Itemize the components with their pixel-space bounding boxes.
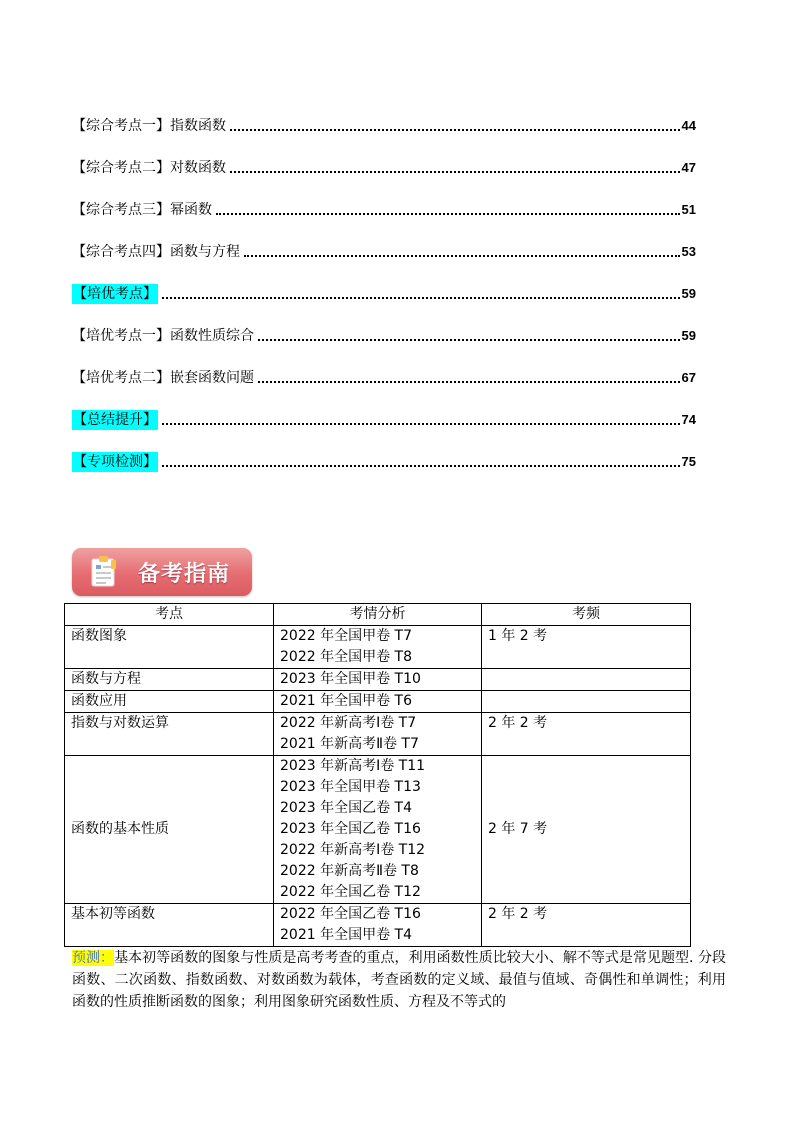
exam-source: 2022 年新高考Ⅱ卷 T8: [280, 863, 419, 879]
toc-entry[interactable]: [72, 284, 696, 304]
toc-dot-leader: [216, 213, 680, 215]
frequency-cell: [482, 691, 691, 713]
topic-cell: 函数应用: [65, 691, 274, 713]
toc-entry[interactable]: [72, 368, 696, 388]
analysis-cell: [274, 713, 482, 756]
toc-entry-page: 59: [681, 328, 696, 343]
frequency-cell: 2 年 7 考: [482, 756, 691, 904]
toc-entry-page: 75: [681, 454, 696, 469]
analysis-cell: [274, 904, 482, 947]
table-header-row: [65, 604, 691, 626]
exam-source: 2022 年新高考Ⅰ卷 T7: [280, 715, 417, 731]
frequency-cell: 2 年 2 考: [482, 904, 691, 947]
toc-entry[interactable]: [72, 452, 696, 472]
toc-entry-page: 44: [681, 118, 696, 133]
toc-entry[interactable]: [72, 326, 696, 346]
topic-cell: 函数与方程: [65, 669, 274, 691]
exam-source: 2023 年全国甲卷 T10: [280, 671, 421, 687]
toc-dot-leader: [258, 381, 680, 383]
topic-cell: 函数的基本性质: [65, 756, 274, 904]
topic-cell: 基本初等函数: [65, 904, 274, 947]
analysis-cell: [274, 756, 482, 904]
toc-entry-title: 【综合考点一】指数函数: [72, 118, 226, 134]
toc-dot-leader: [162, 423, 680, 425]
exam-source: 2023 年全国甲卷 T13: [280, 779, 421, 795]
analysis-cell: [274, 626, 482, 669]
table-row: [65, 904, 691, 947]
exam-source: 2023 年新高考Ⅰ卷 T11: [280, 758, 426, 774]
exam-source: 2021 年全国甲卷 T6: [280, 693, 412, 709]
table-row: [65, 669, 691, 691]
toc-entry[interactable]: [72, 410, 696, 430]
exam-source: 2022 年新高考Ⅰ卷 T12: [280, 842, 426, 858]
toc-entry-title: 【总结提升】: [73, 412, 157, 428]
toc-entry-page: 67: [681, 370, 696, 385]
exam-source: 2022 年全国乙卷 T16: [280, 906, 421, 922]
prediction-label: 预测：: [72, 950, 115, 966]
topic-cell: 指数与对数运算: [65, 713, 274, 756]
document-icon: [90, 556, 118, 588]
frequency-cell: 1 年 2 考: [482, 626, 691, 669]
exam-source: 2021 年全国甲卷 T4: [280, 927, 412, 943]
table-row: [65, 626, 691, 669]
exam-source: 2021 年新高考Ⅱ卷 T7: [280, 736, 419, 752]
toc-entry-title: 【专项检测】: [73, 454, 157, 470]
toc-dot-leader: [230, 171, 680, 173]
topic-cell: 函数图象: [65, 626, 274, 669]
exam-source: 2023 年全国乙卷 T16: [280, 821, 421, 837]
toc-entry-title: 【培优考点】: [73, 286, 157, 302]
toc-dot-leader: [258, 339, 680, 341]
toc-entry-page: 51: [681, 202, 696, 217]
exam-source: 2022 年全国甲卷 T8: [280, 649, 412, 665]
table-row: [65, 691, 691, 713]
toc-entry-title: 【综合考点三】幂函数: [72, 202, 212, 218]
header-topic: 考点: [65, 604, 274, 626]
prediction-text: 基本初等函数的图象与性质是高考考查的重点，利用函数性质比较大小、解不等式是常见题型. 分段函数、二次函数、指数函数、对数函数为载体，考查函数的定义域、最值与值域、奇偶性和单调性；利用函数的性质推断函数的图象；利用图象研究函数性质、方程及不等式的: [72, 950, 726, 1010]
exam-source: 2023 年全国乙卷 T4: [280, 800, 412, 816]
toc-dot-leader: [230, 129, 680, 131]
header-frequency: 考频: [482, 604, 691, 626]
frequency-cell: [482, 669, 691, 691]
exam-guide-banner: [72, 548, 252, 596]
table-row: [65, 756, 691, 904]
toc-entry[interactable]: [72, 242, 696, 262]
toc-entry-title: 【培优考点二】嵌套函数问题: [72, 370, 254, 386]
toc-entry-page: 74: [681, 412, 696, 427]
exam-source: 2022 年全国甲卷 T7: [280, 628, 412, 644]
frequency-cell: 2 年 2 考: [482, 713, 691, 756]
toc-entry-title: 【综合考点二】对数函数: [72, 160, 226, 176]
toc-entry[interactable]: [72, 200, 696, 220]
banner-title: 备考指南: [138, 562, 231, 587]
header-analysis: 考情分析: [274, 604, 482, 626]
analysis-cell: [274, 691, 482, 713]
prediction-paragraph: [72, 947, 726, 1013]
toc-entry-title: 【综合考点四】函数与方程: [72, 244, 240, 260]
exam-guide-table: [64, 603, 691, 947]
table-row: [65, 713, 691, 756]
toc-dot-leader: [162, 297, 680, 299]
table-of-contents: [72, 116, 696, 472]
toc-dot-leader: [244, 255, 680, 257]
toc-entry-page: 53: [681, 244, 696, 259]
toc-entry-title: 【培优考点一】函数性质综合: [72, 328, 254, 344]
toc-entry-page: 47: [681, 160, 696, 175]
analysis-cell: [274, 669, 482, 691]
exam-source: 2022 年全国乙卷 T12: [280, 884, 421, 900]
toc-entry[interactable]: [72, 158, 696, 178]
toc-entry-page: 59: [681, 286, 696, 301]
toc-dot-leader: [162, 465, 680, 467]
toc-entry[interactable]: [72, 116, 696, 136]
